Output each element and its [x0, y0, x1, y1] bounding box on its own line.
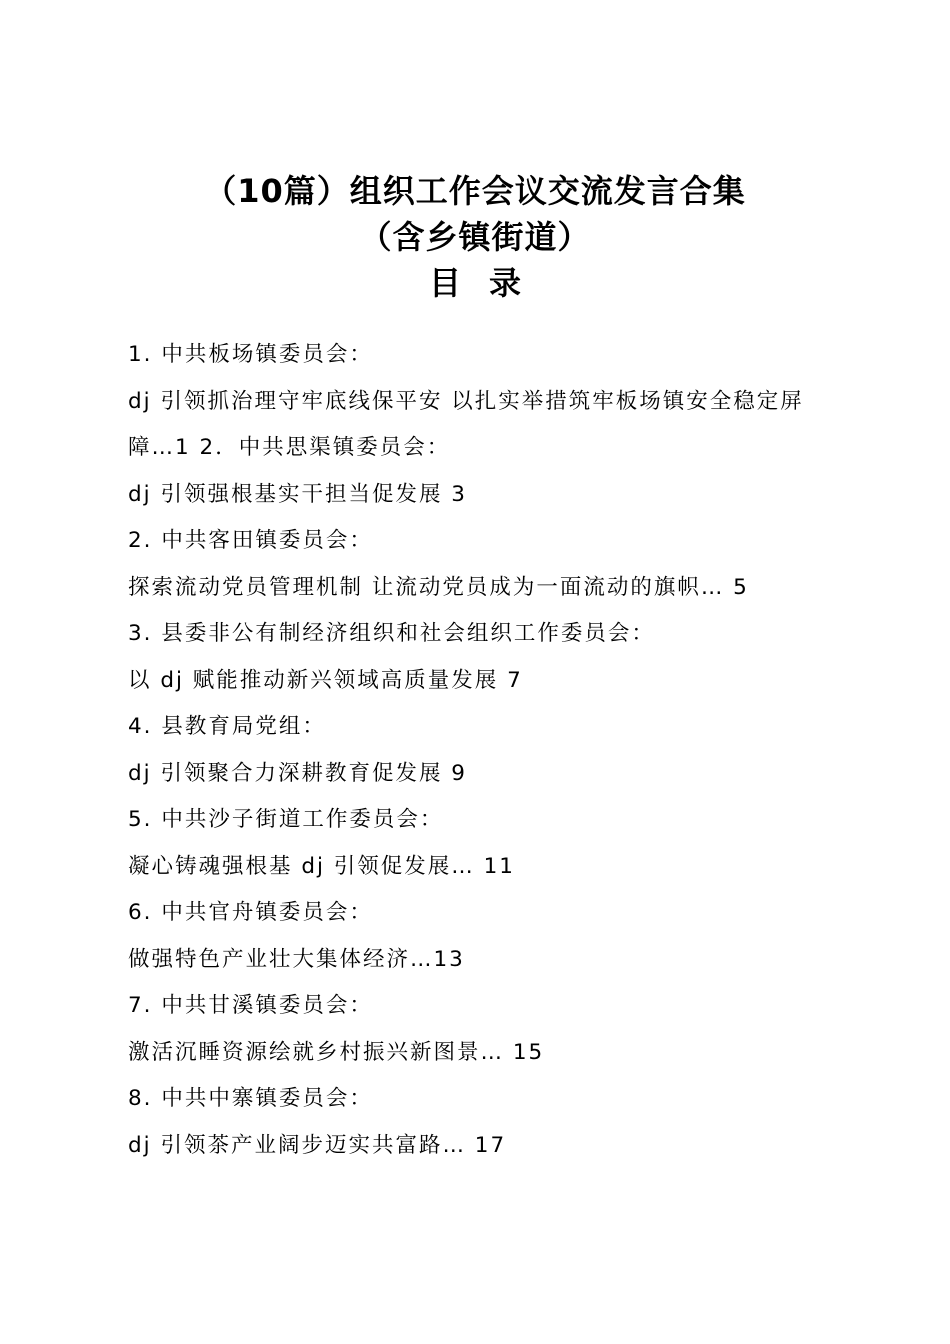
- toc-entry-1-title: dj 引领抓治理守牢底线保平安 以扎实举措筑牢板场镇安全稳定屏障…1 2．中共思渠镇委员会：: [128, 388, 804, 460]
- toc-entry-1-org: 1. 中共板场镇委员会：: [128, 342, 373, 367]
- toc-entry-4-org: 3. 县委非公有制经济组织和社会组织工作委员会：: [128, 621, 655, 646]
- toc-entry-8-title: 激活沉睡资源绘就乡村振兴新图景… 15: [128, 1039, 545, 1065]
- table-of-contents: [128, 332, 848, 1169]
- toc-heading: 目录: [428, 264, 549, 302]
- toc-entry-6-title: 凝心铸魂强根基 dj 引领促发展… 11: [128, 853, 515, 879]
- title-block: [0, 168, 950, 306]
- toc-entry-2-title: dj 引领强根基实干担当促发展 3: [128, 481, 467, 507]
- toc-entry-9-org: 8. 中共中寨镇委员会：: [128, 1086, 373, 1111]
- toc-entry-5-title: dj 引领聚合力深耕教育促发展 9: [128, 760, 467, 786]
- toc-entry-3-title: 探索流动党员管理机制 让流动党员成为一面流动的旗帜… 5: [128, 574, 749, 600]
- toc-entry-3-org: 2. 中共客田镇委员会：: [128, 528, 373, 553]
- toc-entry-6-org: 5. 中共沙子街道工作委员会：: [128, 807, 444, 832]
- toc-entry-4-title: 以 dj 赋能推动新兴领域高质量发展 7: [128, 667, 523, 693]
- document-subtitle: （含乡镇街道）: [359, 218, 591, 256]
- toc-entry-9-title: dj 引领茶产业阔步迈实共富路… 17: [128, 1132, 507, 1158]
- toc-entry-8-org: 7. 中共甘溪镇委员会：: [128, 993, 373, 1018]
- toc-entry-7-org: 6. 中共官舟镇委员会：: [128, 900, 373, 925]
- toc-entry-5-org: 4. 县教育局党组：: [128, 714, 326, 739]
- toc-entry-7-title: 做强特色产业壮大集体经济…13: [128, 946, 465, 972]
- document-title: （10篇）组织工作会议交流发言合集: [204, 172, 746, 210]
